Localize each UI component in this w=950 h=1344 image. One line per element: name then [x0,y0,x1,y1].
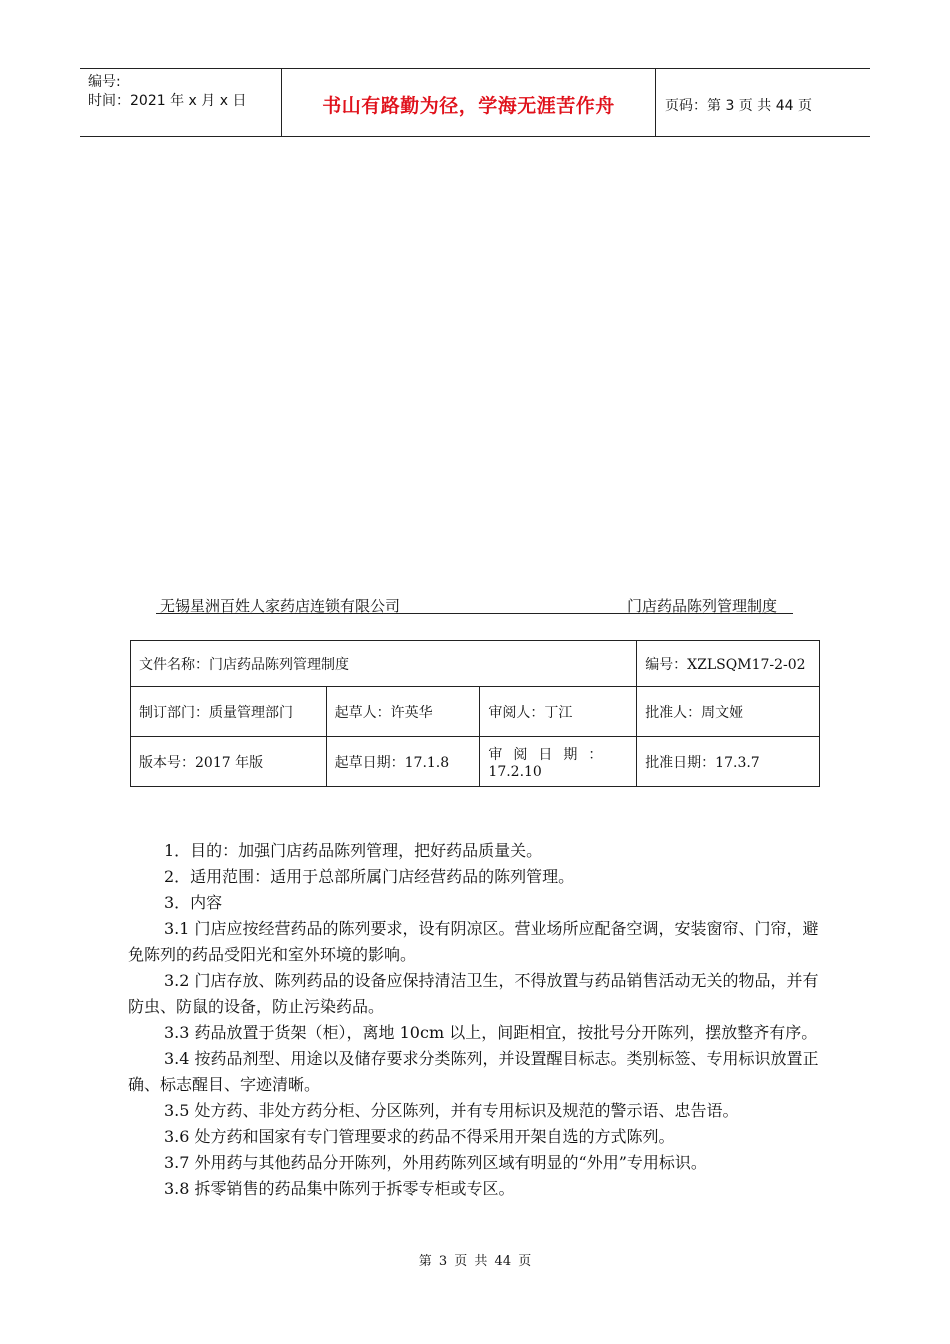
body-paragraph-3-7: 3.7 外用药与其他药品分开陈列，外用药陈列区域有明显的“外用”专用标识。 [164,1153,707,1172]
body-paragraph-3-6: 3.6 处方药和国家有专门管理要求的药品不得采用开架自选的方式陈列。 [164,1127,675,1146]
document-body [128,838,828,1202]
drafter-cell: 起草人：许英华 [326,687,480,737]
body-paragraph-3-8: 3.8 拆零销售的药品集中陈列于拆零专柜或专区。 [164,1179,515,1198]
header-divider [655,69,656,136]
draft-date-cell: 起草日期：17.1.8 [326,737,480,787]
header-number: 编号: [88,74,121,90]
table-row [131,641,820,687]
table-row [131,687,820,737]
review-date-cell [480,737,637,787]
header-motto: 书山有路勤为径，学海无涯苦作舟 [322,95,615,117]
approve-date-cell: 批准日期：17.3.7 [637,737,820,787]
header-underline [156,613,793,614]
body-paragraph-3-1: 3.1 门店应按经营药品的陈列要求，设有阴凉区。营业场所应配备空调，安装窗帘、门帘，避免陈列的药品受阳光和室外环境的影响。 [128,919,819,964]
header-time: 时间：2021 年 x 月 x 日 [88,93,247,109]
review-date-value: 17.2.10 [488,763,542,780]
body-paragraph-3-2: 3.2 门店存放、陈列药品的设备应保持清洁卫生，不得放置与药品销售活动无关的物品，并有防虫、防鼠的设备，防止污染药品。 [128,971,819,1016]
version-cell: 版本号：2017 年版 [131,737,327,787]
page-header [80,68,870,137]
code-cell: 编号：XZLSQM17-2-02 [637,641,820,687]
header-page-info: 页码：第 3 页 共 44 页 [665,98,812,114]
page-footer: 第 3 页 共 44 页 [418,1254,532,1269]
body-paragraph-purpose: 1．目的：加强门店药品陈列管理，把好药品质量关。 [164,841,543,860]
file-name-cell: 文件名称：门店药品陈列管理制度 [131,641,637,687]
body-paragraph-3-3: 3.3 药品放置于货架（柜），离地 10cm 以上，间距相宜，按批号分开陈列，摆放整齐有序。 [164,1023,818,1042]
document-title: 门店药品陈列管理制度 [627,597,778,615]
body-paragraph-content-heading: 3．内容 [164,893,223,912]
dept-cell: 制订部门：质量管理部门 [131,687,327,737]
review-date-label: 审阅日期： [488,746,614,763]
document-info-table [130,640,820,787]
table-row [131,737,820,787]
body-paragraph-3-4: 3.4 按药品剂型、用途以及储存要求分类陈列，并设置醒目标志。类别标签、专用标识放置正确、标志醒目、字迹清晰。 [128,1049,819,1094]
body-paragraph-scope: 2．适用范围：适用于总部所属门店经营药品的陈列管理。 [164,867,575,886]
header-meta [88,73,246,111]
body-paragraph-3-5: 3.5 处方药、非处方药分柜、分区陈列，并有专用标识及规范的警示语、忠告语。 [164,1101,739,1120]
reviewer-cell: 审阅人：丁江 [480,687,637,737]
approver-cell: 批准人：周文娅 [637,687,820,737]
company-name: 无锡星洲百姓人家药店连锁有限公司 [160,597,401,615]
